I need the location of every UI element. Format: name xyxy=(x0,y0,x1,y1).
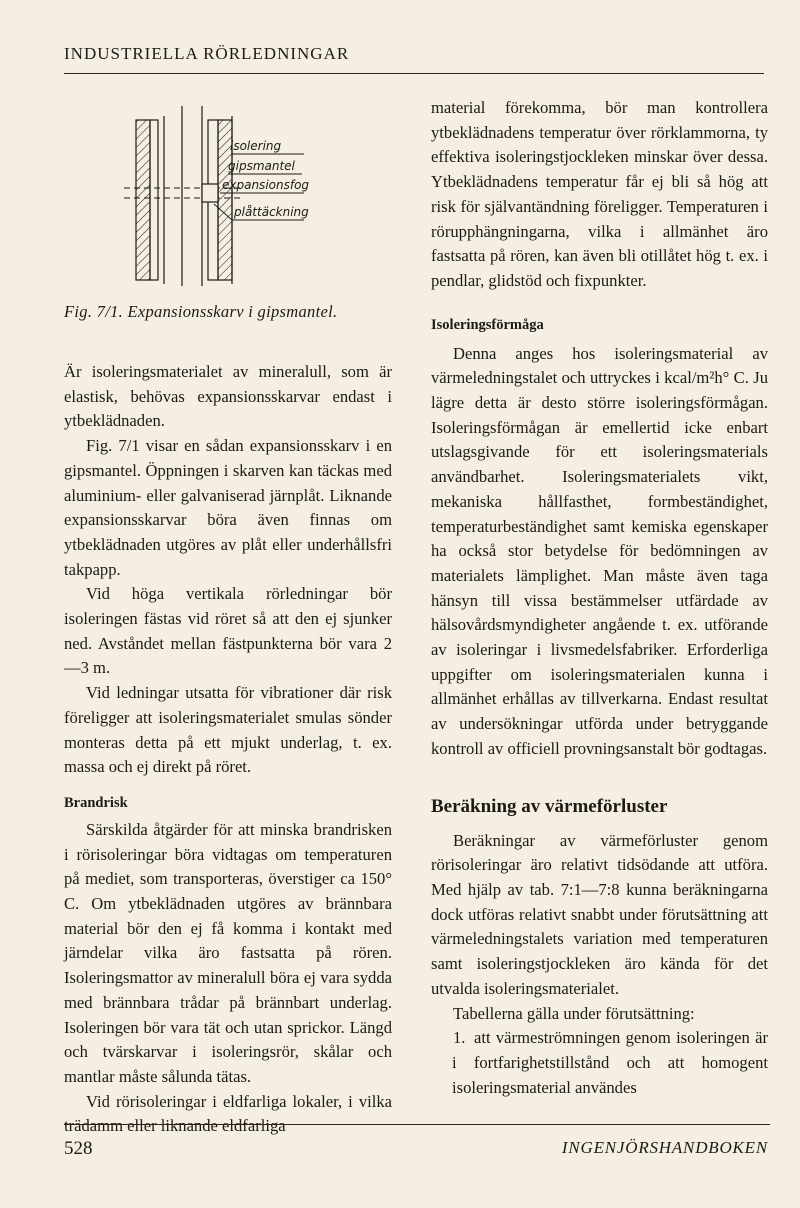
left-column xyxy=(64,360,392,1139)
figure-label-gipsmantel: gipsmantel xyxy=(228,159,295,173)
paragraph: Vid höga vertikala rörledningar bör isoleringen fästas vid röret så att den ej sjunker ned. Avståndet mellan fästpunkterna bör vara 2—3 m. xyxy=(64,584,392,678)
subheading-isoleringsformaga: Isoleringsförmåga xyxy=(431,316,544,333)
running-head: INDUSTRIELLA RÖRLEDNINGAR xyxy=(64,44,350,63)
paragraph: Vid rörisoleringar i eldfarliga lokaler, i vilka trädamm eller liknande eldfarliga xyxy=(64,1091,392,1136)
figure-expansion-joint xyxy=(64,92,394,322)
header-rule xyxy=(64,73,764,74)
paragraph: Denna anges hos isoleringsmaterial av värmeledningstalet och uttryckes i kcal/m²h° C. Ju lägre detta är desto större isoleringsförmågan. Isoleringsförmågan är emellertid icke enbart utslagsgivande för ett isoleringsmaterials användbarhet. Isoleringsmaterialets vikt, mekaniska hållfasthet, formbeständighet, temperaturbeständighet samt kemiska egenskaper ha också stor betydelse för bedömningen av materialets lämplighet. Man måste även taga hänsyn till vissa bestämmelser utfärdade av hälsovårdsmyndigheter angående t. ex. utförande av isoleringar i livsmedelsfabriker. Erforderliga uppgifter om isoleringsmaterialen kunna i allmänhet erhållas av tillverkarna. Endast resultat av undersökningar utförda under betryggande kontroll av officiell provningsanstalt bör godtagas. xyxy=(431,343,768,758)
figure-label-expansionsfog: expansionsfog xyxy=(222,178,310,192)
figure-label-plattackning: plåttäckning xyxy=(234,205,309,219)
paragraph: material förekomma, bör man kontrollera ytbeklädnadens temperatur över rörklammorna, ty effektiva isoleringstjockleken minskar över dessa. Ytbeklädnadens temperatur får ej bli så hög att risk för självantändning föreligger. Temperaturen i rörupphängningarna, vilka i allmänhet äro fastsatta på rören, kan även bli otillåtet hög t. ex. i pendlar, glidstöd och fixpunkter. xyxy=(431,98,768,290)
figure-caption: Fig. 7/1. Expansionsskarv i gipsmantel. xyxy=(64,302,338,321)
list-number: 1. xyxy=(453,1028,466,1048)
paragraph: Tabellerna gälla under förutsättning: xyxy=(453,1003,695,1023)
list-item xyxy=(431,1026,768,1100)
figure-label-isolering: isolering xyxy=(230,139,282,153)
paragraph: Beräkningar av värmeförluster genom rörisoleringar äro relativt tidsödande att utföra. Med hjälp av tab. 7:1—7:8 kunna beräkningarna dock utföras relativt snabbt under förutsättning att värmeledningstalets variation med temperaturen samt isoleringstjockleken äro kända för det utvalda isoleringsmaterialet. xyxy=(431,830,768,998)
page-number: 528 xyxy=(64,1138,93,1159)
footer-rule xyxy=(64,1124,770,1125)
expansion-joint-drawing xyxy=(64,92,394,322)
section-title: Beräkning av värmeförluster xyxy=(431,795,668,817)
paragraph: Särskilda åtgärder för att minska brandrisken i rörisoleringar böra vidtagas om temperaturen på mediet, som transporteras, överstiger ca 150° C. Om ytbeklädnaden utgöres av brännbara material bör den ej få komma i kontakt med järndelar vilka äro fastsatta på rören. Isoleringsmattor av mineralull böra ej vara sydda med brännbara trådar på brännbart underlag. Isoleringen bör vara tät och utan sprickor. Längd och tvärskarvar i isoleringsrör, skålar och mantlar måste sålunda tätas. xyxy=(64,819,392,1086)
paragraph: Vid ledningar utsatta för vibrationer där risk föreligger att isoleringsmaterialet smulas sönder monteras detta på ett mjukt underlag, t. ex. massa och ej direkt på röret. xyxy=(64,683,392,777)
subheading-brandrisk: Brandrisk xyxy=(64,794,128,811)
list-text: att värmeströmningen genom isoleringen är i fortfarighetstillstånd och att homogent isoleringsmaterial användes xyxy=(452,1028,768,1097)
book-title: INGENJÖRSHANDBOKEN xyxy=(561,1138,768,1157)
right-column xyxy=(431,96,768,1100)
paragraph: Fig. 7/1 visar en sådan expansionsskarv i en gipsmantel. Öppningen i skarven kan täckas med aluminium- eller galvaniserad järnplåt. Liknande expansionsskarvar böra även finnas om ytbeklädnaden utgöres av plåt eller underhållsfri takpapp. xyxy=(64,436,392,579)
paragraph: Är isoleringsmaterialet av mineralull, som är elastisk, behövas expansionsskarvar endast i ytbeklädnaden. xyxy=(64,362,392,431)
